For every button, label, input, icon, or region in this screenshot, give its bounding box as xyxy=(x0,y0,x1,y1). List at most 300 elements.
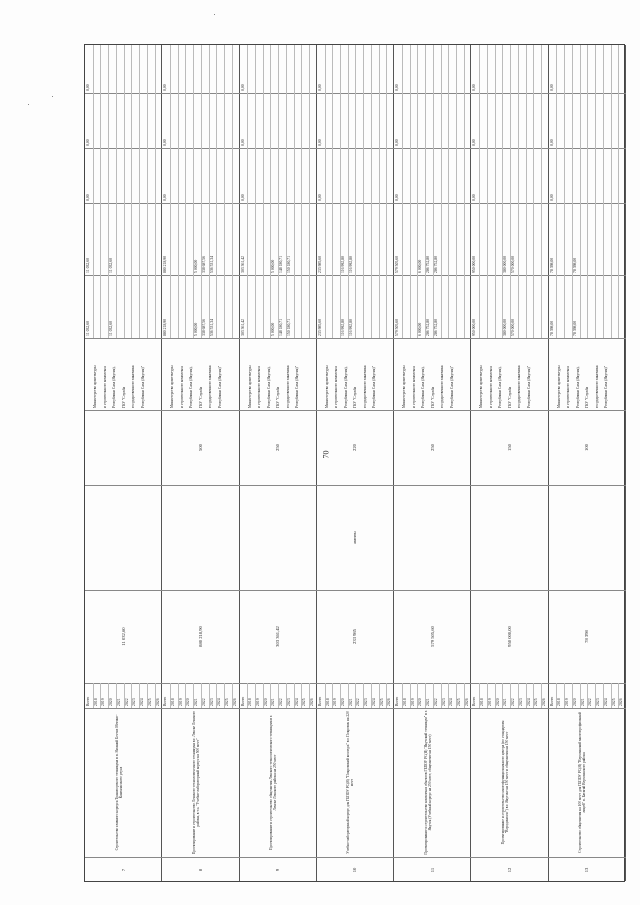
year-label: 2024 xyxy=(294,698,299,706)
zero-value: 0,00 xyxy=(317,139,322,146)
cell-border xyxy=(155,93,156,148)
object-name: Строительство общежития на 100 мест для ГБПОУ РС(Я) "Верхоянский многопрофильный лицей" п. Батагай Верхоянского района xyxy=(578,712,587,853)
year-label: 2018 xyxy=(557,698,562,706)
cell-border xyxy=(580,203,581,275)
cell-border xyxy=(348,93,349,148)
zero-value: 0,00 xyxy=(395,84,400,91)
cell-border xyxy=(410,93,411,148)
cell-border xyxy=(572,93,573,148)
cell-border xyxy=(232,203,233,275)
cell-border xyxy=(185,203,186,275)
cell-border xyxy=(618,45,619,93)
funding-value: 338 687,56 xyxy=(201,318,206,336)
object-name: Проектирование и строительство Ленского технологического техникума в г. Ленске Ленского района, в т.ч. "Учебно-лабораторный корпус на 500 мест" xyxy=(191,710,201,855)
funding-value: 950 000,00 xyxy=(472,318,477,336)
object-name: Проектирование и строительство комплекса объектов ГБПОУ РС(Я) "Якутский техникум" в г. Якутск (Учебный корпус на 250 мест, общежитие на 150 мест) xyxy=(423,710,433,855)
customer-text: Республики Саха (Якутия)" xyxy=(295,365,300,408)
cell-border xyxy=(456,45,457,93)
funding-value: 78 398,00 xyxy=(549,257,554,273)
cell-border xyxy=(549,485,626,486)
cell-border xyxy=(533,148,534,203)
cell-border xyxy=(471,338,548,339)
cell-border xyxy=(433,148,434,203)
cell-border xyxy=(178,203,179,275)
year-label: 2026 xyxy=(155,698,160,706)
customer-text: ГКУ "Служба xyxy=(276,386,281,408)
cell-border xyxy=(340,93,341,148)
capacity-value: 250 xyxy=(429,444,435,451)
cell-border xyxy=(518,203,519,275)
year-label: 2023 xyxy=(209,698,214,706)
year-label: 2026 xyxy=(232,698,237,706)
cell-border xyxy=(224,93,225,148)
cell-border xyxy=(348,148,349,203)
cell-border xyxy=(479,275,480,338)
scan-speck xyxy=(214,14,215,15)
cell-border xyxy=(185,93,186,148)
cell-border xyxy=(402,148,403,203)
cell-border xyxy=(580,148,581,203)
cell-border xyxy=(317,708,394,709)
cell-border xyxy=(471,708,548,709)
funding-value: 536 531,34 xyxy=(209,255,214,273)
cell-border xyxy=(317,338,394,339)
cell-border xyxy=(386,203,387,275)
year-label: 2024 xyxy=(449,698,454,706)
cell-border xyxy=(270,148,271,203)
funding-value: 579 505,60 xyxy=(395,318,400,336)
cell-border xyxy=(178,45,179,93)
cell-border xyxy=(131,203,132,275)
cell-border xyxy=(441,275,442,338)
cell-border xyxy=(255,148,256,203)
cell-border xyxy=(603,93,604,148)
cell-border xyxy=(100,45,101,93)
cell-border xyxy=(216,275,217,338)
customer-text: Министерство архитектуры xyxy=(556,365,561,408)
funding-value: 5 000,00 xyxy=(271,259,276,273)
cell-border xyxy=(603,45,604,93)
cell-border xyxy=(201,93,202,148)
cell-border xyxy=(410,45,411,93)
cell-border xyxy=(85,857,162,858)
cell-border xyxy=(363,93,364,148)
capacity-value: 150 xyxy=(507,444,513,451)
customer-text: Министерство архитектуры xyxy=(479,365,484,408)
zero-value: 0,00 xyxy=(86,84,90,91)
cell-border xyxy=(379,148,380,203)
cell-border xyxy=(549,410,626,411)
row-number: 9 xyxy=(275,868,281,872)
zero-value: 0,00 xyxy=(240,84,245,91)
cell-border xyxy=(533,275,534,338)
cell-border xyxy=(572,45,573,93)
cell-border xyxy=(355,275,356,338)
cell-border xyxy=(201,45,202,93)
year-label: 2020 xyxy=(418,698,423,706)
table-row xyxy=(240,45,317,881)
cell-border xyxy=(85,338,162,339)
year-label: 2018 xyxy=(248,698,253,706)
cell-border xyxy=(371,45,372,93)
customer-text: ГКУ "Служба xyxy=(121,386,126,408)
year-label: 2022 xyxy=(201,698,206,706)
cell-border xyxy=(371,148,372,203)
cell-border xyxy=(286,93,287,148)
row-number: 8 xyxy=(197,868,203,872)
cell-border xyxy=(317,590,394,591)
year-label: 2020 xyxy=(495,698,500,706)
year-label: 2019 xyxy=(333,698,338,706)
customer-text: ГКУ "Служба xyxy=(585,386,590,408)
cell-border xyxy=(549,590,626,591)
cell-border xyxy=(425,45,426,93)
cell-border xyxy=(495,93,496,148)
funding-value: 286 752,80 xyxy=(433,255,438,273)
cell-border xyxy=(556,148,557,203)
cell-border xyxy=(209,93,210,148)
cell-border xyxy=(518,275,519,338)
cell-border xyxy=(355,45,356,93)
cell-border xyxy=(116,45,117,93)
funding-value: 950 000,00 xyxy=(472,255,477,273)
cell-border xyxy=(441,45,442,93)
table-row xyxy=(317,45,394,881)
cell-border xyxy=(232,148,233,203)
cell-border xyxy=(363,45,364,93)
cell-border xyxy=(448,275,449,338)
cell-border xyxy=(108,93,109,148)
cell-border xyxy=(131,45,132,93)
year-label: 2020 xyxy=(109,698,114,706)
funding-value: 6 000,00 xyxy=(418,259,423,273)
cell-border xyxy=(355,93,356,148)
cell-border xyxy=(332,93,333,148)
funding-value: 116 992,80 xyxy=(341,256,346,273)
customer-text: Республики Саха (Якутия)" xyxy=(526,365,531,408)
cell-border xyxy=(394,410,471,411)
cell-border xyxy=(448,93,449,148)
cell-border xyxy=(386,148,387,203)
customer-text: государственного заказчика xyxy=(517,365,522,408)
cell-border xyxy=(309,203,310,275)
cell-border xyxy=(294,203,295,275)
cell-border xyxy=(379,275,380,338)
cell-border xyxy=(595,203,596,275)
year-label: Всего xyxy=(163,696,168,706)
year-label: 2019 xyxy=(178,698,183,706)
cell-border xyxy=(611,275,612,338)
year-label: 2023 xyxy=(132,698,137,706)
cell-border xyxy=(325,93,326,148)
cell-border xyxy=(402,275,403,338)
cell-border xyxy=(618,275,619,338)
customer-text: Министерство архитектуры xyxy=(247,365,252,408)
cell-border xyxy=(240,410,317,411)
cell-border xyxy=(580,275,581,338)
cell-border xyxy=(595,93,596,148)
funding-value: 536 531,34 xyxy=(209,318,214,336)
cell-border xyxy=(355,203,356,275)
cell-border xyxy=(564,275,565,338)
cell-border xyxy=(139,93,140,148)
cell-border xyxy=(611,93,612,148)
cell-border xyxy=(131,275,132,338)
funding-value: 880 218,90 xyxy=(163,255,168,273)
cell-border xyxy=(611,148,612,203)
cell-border xyxy=(247,93,248,148)
cell-border xyxy=(286,148,287,203)
funding-value: 150 180,71 xyxy=(286,255,291,273)
cell-border xyxy=(178,275,179,338)
cell-border xyxy=(263,203,264,275)
year-label: 2021 xyxy=(503,698,508,706)
funding-value: 116 992,80 xyxy=(348,256,353,273)
year-label: 2026 xyxy=(310,698,315,706)
year-label: Всего xyxy=(86,696,90,706)
cell-border xyxy=(147,148,148,203)
row-number: 10 xyxy=(352,867,358,873)
cell-border xyxy=(240,338,317,339)
cell-border xyxy=(487,93,488,148)
cell-border xyxy=(240,485,317,486)
cell-border xyxy=(147,45,148,93)
cell-border xyxy=(495,45,496,93)
cell-border xyxy=(394,708,471,709)
cell-border xyxy=(510,45,511,93)
funding-value: 11 032,60 xyxy=(86,257,90,273)
cell-border xyxy=(155,148,156,203)
zero-value: 0,00 xyxy=(472,84,477,91)
cell-border xyxy=(301,45,302,93)
cell-border xyxy=(124,45,125,93)
cell-border xyxy=(502,93,503,148)
cell-border xyxy=(464,203,465,275)
cell-border xyxy=(294,45,295,93)
cell-border xyxy=(618,148,619,203)
customer-text: Министерство архитектуры xyxy=(93,365,97,408)
customer-text: и строительного комплекса xyxy=(334,366,339,408)
year-label: 2024 xyxy=(371,698,376,706)
cell-border xyxy=(611,45,612,93)
zero-value: 0,00 xyxy=(163,194,168,201)
year-label: 2024 xyxy=(217,698,222,706)
zero-value: 0,00 xyxy=(163,139,168,146)
total-cost: 950 000,00 xyxy=(507,626,513,647)
cell-border xyxy=(394,485,471,486)
cell-border xyxy=(441,148,442,203)
cell-border xyxy=(93,148,94,203)
cell-border xyxy=(317,410,394,411)
row-number: 13 xyxy=(584,867,590,873)
cell-border xyxy=(124,148,125,203)
cell-border xyxy=(402,203,403,275)
year-label: 2019 xyxy=(101,698,106,706)
cell-border xyxy=(603,275,604,338)
cell-border xyxy=(108,148,109,203)
year-label: Всего xyxy=(395,696,400,706)
cell-border xyxy=(479,203,480,275)
cell-border xyxy=(278,148,279,203)
cell-border xyxy=(263,45,264,93)
year-label: 2022 xyxy=(511,698,516,706)
cell-border xyxy=(526,203,527,275)
cell-border xyxy=(294,148,295,203)
cell-border xyxy=(170,275,171,338)
year-label: 2018 xyxy=(402,698,407,706)
zero-value: 0,00 xyxy=(86,139,90,146)
object-name: Проектирование и строительство общежития Ленского технологического техникума в г. Ленске Ленского района на 250 мест xyxy=(269,715,278,850)
cell-border xyxy=(309,275,310,338)
customer-text: Министерство архитектуры xyxy=(170,365,175,408)
cell-border xyxy=(572,148,573,203)
cell-border xyxy=(139,203,140,275)
cell-border xyxy=(394,857,471,858)
cell-border xyxy=(193,93,194,148)
cell-border xyxy=(124,93,125,148)
funding-value: 148 180,71 xyxy=(279,255,284,273)
cell-border xyxy=(232,275,233,338)
cell-border xyxy=(201,148,202,203)
cell-border xyxy=(301,203,302,275)
year-label: 2021 xyxy=(116,698,121,706)
cell-border xyxy=(371,203,372,275)
cell-border xyxy=(533,93,534,148)
customer-text: государственного заказчика xyxy=(440,365,445,408)
customer-text: государственного заказчика xyxy=(285,365,290,408)
cell-border xyxy=(394,338,471,339)
cell-border xyxy=(294,275,295,338)
cell-border xyxy=(386,275,387,338)
table-row xyxy=(162,45,239,881)
year-label: 2026 xyxy=(541,698,546,706)
cell-border xyxy=(556,93,557,148)
year-label: 2020 xyxy=(186,698,191,706)
cell-border xyxy=(240,708,317,709)
cell-border xyxy=(618,93,619,148)
cell-border xyxy=(93,275,94,338)
cell-border xyxy=(247,203,248,275)
total-cost: 303 361,42 xyxy=(275,626,281,647)
cell-border xyxy=(185,275,186,338)
cell-border xyxy=(541,45,542,93)
year-label: 2021 xyxy=(194,698,199,706)
cell-border xyxy=(410,275,411,338)
cell-border xyxy=(209,148,210,203)
table-row xyxy=(471,45,548,881)
year-label: 2022 xyxy=(433,698,438,706)
cell-border xyxy=(116,93,117,148)
year-label: 2023 xyxy=(518,698,523,706)
zero-value: 0,00 xyxy=(549,139,554,146)
year-label: 2021 xyxy=(271,698,276,706)
total-cost: 579 505,60 xyxy=(429,626,435,647)
funding-value: 303 361,42 xyxy=(240,255,245,273)
cell-border xyxy=(178,93,179,148)
zero-value: 0,00 xyxy=(549,194,554,201)
funding-value: 880 218,90 xyxy=(163,318,168,336)
customer-text: ГКУ "Служба xyxy=(430,386,435,408)
cell-border xyxy=(147,93,148,148)
cell-border xyxy=(580,93,581,148)
cell-border xyxy=(301,275,302,338)
cell-border xyxy=(595,45,596,93)
cell-border xyxy=(147,203,148,275)
cell-border xyxy=(587,93,588,148)
cell-border xyxy=(487,203,488,275)
cell-border xyxy=(240,590,317,591)
cell-border xyxy=(526,93,527,148)
cell-border xyxy=(309,93,310,148)
cell-border xyxy=(224,148,225,203)
customer-text: Республики Саха (Якутия), xyxy=(498,366,503,408)
customer-text: и строительного комплекса xyxy=(566,366,571,408)
cell-border xyxy=(162,708,239,709)
cell-border xyxy=(247,45,248,93)
cell-border xyxy=(502,148,503,203)
zero-value: 0,00 xyxy=(395,139,400,146)
cell-border xyxy=(317,485,394,486)
capacity-value: 500 xyxy=(197,444,203,451)
scan-speck xyxy=(52,96,53,97)
cell-border xyxy=(464,93,465,148)
cell-border xyxy=(355,148,356,203)
cell-border xyxy=(124,275,125,338)
cell-border xyxy=(410,203,411,275)
cell-border xyxy=(162,410,239,411)
cell-border xyxy=(564,203,565,275)
cell-border xyxy=(100,93,101,148)
cell-border xyxy=(363,275,364,338)
object-name: Учебно-лабораторный корпус для ГБПОУ РС(Я) "Покровский колледж" в г. Покровск на 220 мест xyxy=(346,711,355,854)
year-label: 2025 xyxy=(611,698,616,706)
year-label: 2026 xyxy=(619,698,624,706)
cell-border xyxy=(541,203,542,275)
cell-border xyxy=(224,45,225,93)
customer-text: и строительного комплекса xyxy=(257,366,262,408)
customer-text: и строительного комплекса xyxy=(488,366,493,408)
year-label: 2022 xyxy=(588,698,593,706)
cell-border xyxy=(85,410,162,411)
cell-border xyxy=(556,275,557,338)
cell-border xyxy=(394,590,471,591)
zero-value: 0,00 xyxy=(472,194,477,201)
cell-border xyxy=(162,485,239,486)
cell-border xyxy=(433,45,434,93)
cell-border xyxy=(564,93,565,148)
year-label: 2025 xyxy=(147,698,152,706)
total-cost: 880 218,90 xyxy=(197,626,203,647)
funding-value: 5 000,00 xyxy=(194,259,199,273)
cell-border xyxy=(441,93,442,148)
cell-border xyxy=(162,338,239,339)
cell-border xyxy=(294,93,295,148)
row-number: 12 xyxy=(507,867,513,873)
cell-border xyxy=(301,148,302,203)
cell-border xyxy=(410,148,411,203)
cell-border xyxy=(611,203,612,275)
page-number: 70 xyxy=(321,450,331,459)
cell-border xyxy=(162,590,239,591)
cell-border xyxy=(232,45,233,93)
cell-border xyxy=(85,590,162,591)
cell-border xyxy=(247,148,248,203)
zero-value: 0,00 xyxy=(86,194,90,201)
funding-value: 286 752,80 xyxy=(426,318,431,336)
cell-border xyxy=(379,45,380,93)
cell-border xyxy=(464,275,465,338)
capacity-value: 100 xyxy=(584,444,590,451)
